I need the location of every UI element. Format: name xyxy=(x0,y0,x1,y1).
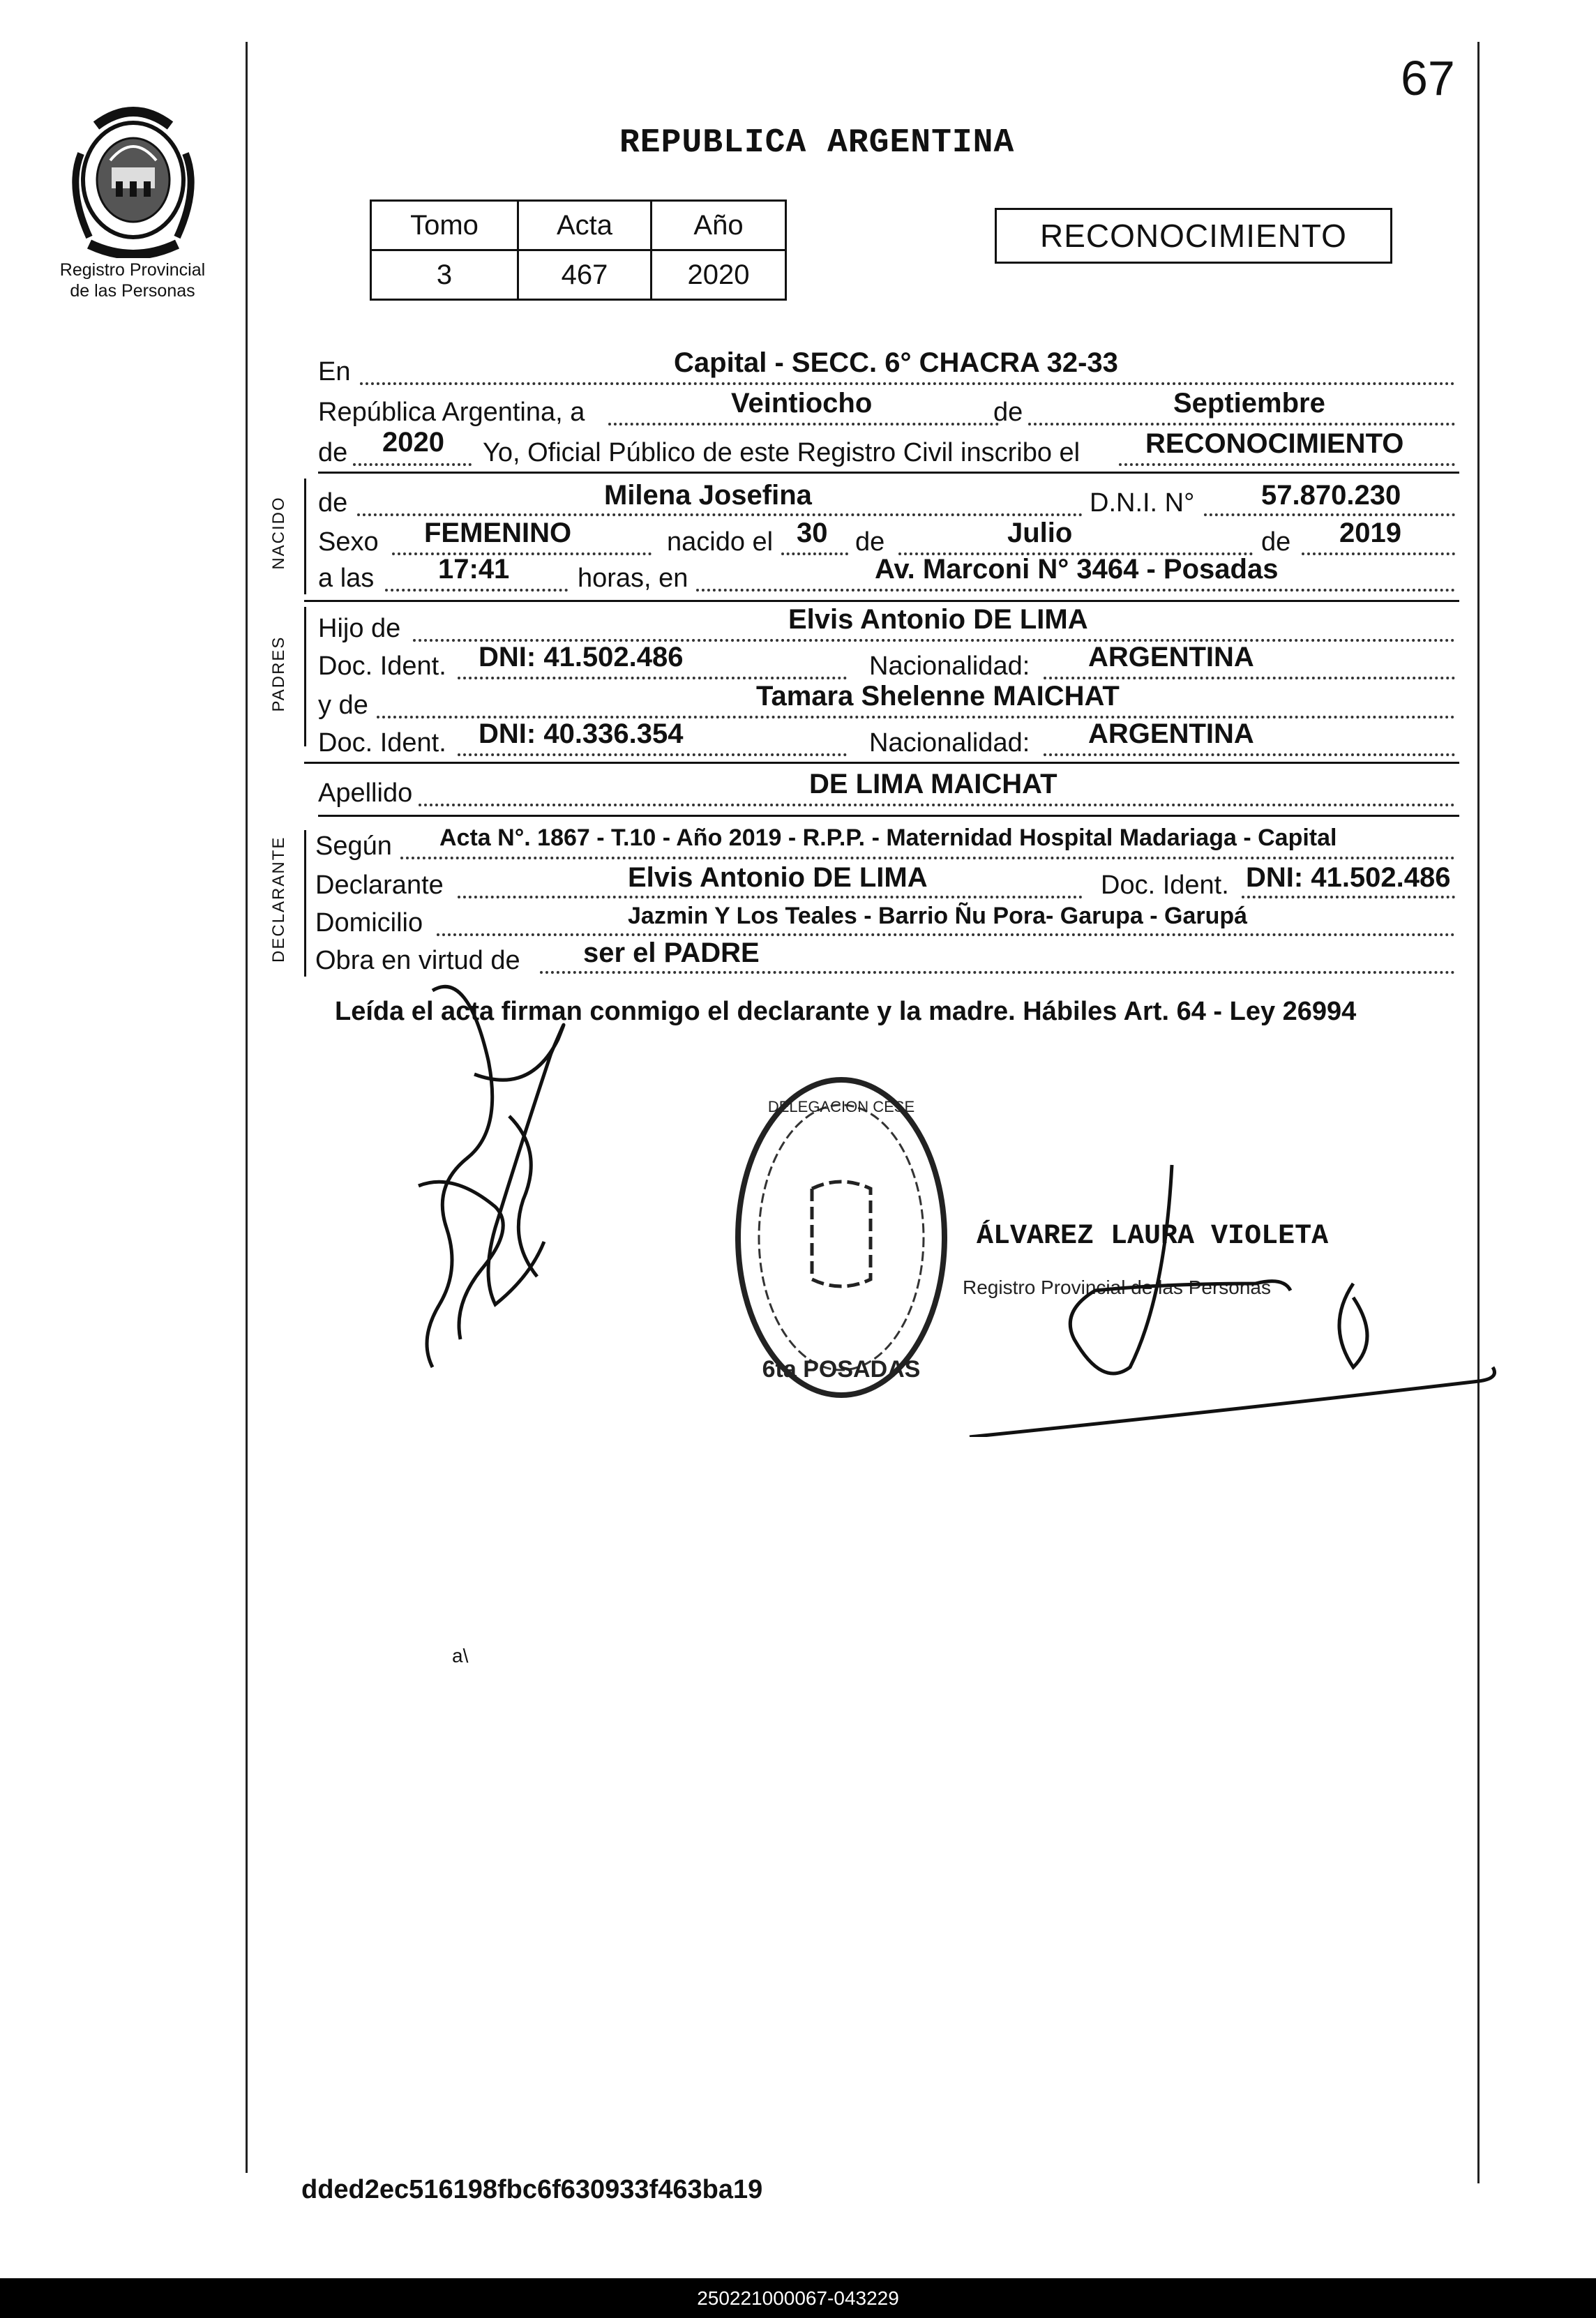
closing-statement: Leída el acta firman conmigo el declarante y la madre. Hábiles Art. 64 - Ley 26994 xyxy=(335,997,1357,1026)
dotted-line xyxy=(437,933,1455,936)
section-bracket xyxy=(304,607,306,746)
sexo-label: Sexo xyxy=(318,527,379,557)
section-bracket xyxy=(304,830,306,977)
dotted-line xyxy=(1242,896,1455,898)
dotted-line xyxy=(419,804,1455,806)
section-divider xyxy=(304,600,1459,602)
birth-place: Av. Marconi N° 3464 - Posadas xyxy=(875,554,1279,585)
provincia-de-misiones-emblem-icon xyxy=(61,98,205,258)
officer-name-stamp: ÁLVAREZ LAURA VIOLETA xyxy=(977,1221,1329,1252)
day-value: Veintiocho xyxy=(731,388,873,419)
dotted-line xyxy=(1028,423,1455,426)
registry-name-line2: de las Personas xyxy=(70,281,195,301)
child-name: Milena Josefina xyxy=(604,480,812,511)
registry-name-line1: Registro Provincial xyxy=(59,260,206,280)
obra-label: Obra en virtud de xyxy=(315,946,520,975)
horas-label: horas, en xyxy=(578,564,688,593)
dotted-line xyxy=(781,552,848,555)
father-name: Elvis Antonio DE LIMA xyxy=(788,604,1088,635)
segun-label: Según xyxy=(315,831,392,861)
dotted-line xyxy=(353,463,472,466)
header-acta: Acta xyxy=(518,201,652,250)
en-value: Capital - SECC. 6° CHACRA 32-33 xyxy=(674,347,1118,378)
small-mark: a\ xyxy=(452,1645,469,1666)
padres-section-label: PADRES xyxy=(269,635,288,712)
value-acta: 467 xyxy=(518,250,652,300)
birth-day: 30 xyxy=(797,518,828,548)
dotted-line xyxy=(392,552,652,555)
sexo-value: FEMENINO xyxy=(424,518,572,548)
statement-text: Yo, Oficial Público de este Registro Civil inscribo el xyxy=(483,438,1081,467)
dotted-line xyxy=(458,677,847,679)
domicilio-value: Jazmin Y Los Teales - Barrio Ñu Pora- Garupa - Garupá xyxy=(628,903,1248,929)
birth-year: 2019 xyxy=(1339,518,1401,548)
dotted-line xyxy=(360,382,1455,385)
value-ano: 2020 xyxy=(652,250,786,300)
header-tomo: Tomo xyxy=(371,201,518,250)
svg-text:6ta POSADAS: 6ta POSADAS xyxy=(762,1356,921,1383)
republica-label: República Argentina, a xyxy=(318,398,585,427)
footer-code: 250221000067-043229 xyxy=(0,2278,1596,2318)
nacido-section-label: NACIDO xyxy=(269,496,288,570)
page-title: REPUBLICA ARGENTINA xyxy=(619,124,1015,162)
apellido-label: Apellido xyxy=(318,778,413,808)
section-divider xyxy=(318,815,1459,817)
de-label: de xyxy=(993,398,1023,427)
en-label: En xyxy=(318,357,351,386)
declarante-section-label: DECLARANTE xyxy=(269,836,288,963)
declarante-doc: DNI: 41.502.486 xyxy=(1246,862,1451,893)
dotted-line xyxy=(1204,513,1455,516)
declarante-label: Declarante xyxy=(315,871,444,900)
father-doc: DNI: 41.502.486 xyxy=(479,642,684,672)
doc-ident-label: Doc. Ident. xyxy=(318,652,446,681)
officer-role-stamp: Registro Provincial de las Personas xyxy=(963,1277,1271,1298)
dotted-line xyxy=(357,513,1083,516)
mother-nationality: ARGENTINA xyxy=(1088,718,1254,749)
reference-table xyxy=(370,200,787,301)
act-value: RECONOCIMIENTO xyxy=(1145,428,1404,459)
value-tomo: 3 xyxy=(371,250,518,300)
dotted-line xyxy=(1119,463,1455,466)
dotted-line xyxy=(458,753,847,756)
section-bracket xyxy=(304,479,306,594)
dotted-line xyxy=(1044,677,1455,679)
de-label: de xyxy=(1261,527,1291,557)
nacionalidad-label: Nacionalidad: xyxy=(869,652,1030,681)
svg-text:DELEGACION CESE: DELEGACION CESE xyxy=(767,1098,915,1115)
year-value: 2020 xyxy=(382,427,444,458)
de2-label: de xyxy=(318,438,348,467)
obra-value: ser el PADRE xyxy=(583,938,760,968)
apellido-value: DE LIMA MAICHAT xyxy=(809,769,1057,799)
declarante-name: Elvis Antonio DE LIMA xyxy=(628,862,928,893)
dotted-line xyxy=(608,423,999,426)
birth-time: 17:41 xyxy=(438,554,510,585)
segun-value: Acta N°. 1867 - T.10 - Año 2019 - R.P.P. - Maternidad Hospital Madariaga - Capital xyxy=(439,825,1337,851)
left-margin-line xyxy=(246,42,248,2173)
domicilio-label: Domicilio xyxy=(315,908,423,938)
nacido-el-label: nacido el xyxy=(667,527,774,557)
father-nationality: ARGENTINA xyxy=(1088,642,1254,672)
header-ano: Año xyxy=(652,201,786,250)
child-dni: 57.870.230 xyxy=(1261,480,1401,511)
dni-label: D.N.I. N° xyxy=(1090,488,1195,518)
right-margin-line xyxy=(1477,42,1480,2183)
document-type-box: RECONOCIMIENTO xyxy=(995,208,1392,264)
hijo-de-label: Hijo de xyxy=(318,614,401,643)
dotted-line xyxy=(458,896,1083,898)
nacionalidad-label: Nacionalidad: xyxy=(869,728,1030,758)
de-label: de xyxy=(855,527,885,557)
alas-label: a las xyxy=(318,564,375,593)
doc-ident-label: Doc. Ident. xyxy=(1101,871,1229,900)
page-number: 67 xyxy=(1401,51,1455,105)
y-de-label: y de xyxy=(318,691,368,720)
birth-month: Julio xyxy=(1007,518,1073,548)
nacido-de-label: de xyxy=(318,488,348,518)
dotted-line xyxy=(1302,552,1455,555)
signature-officer xyxy=(963,1158,1507,1437)
dotted-line xyxy=(540,971,1455,974)
doc-ident-label: Doc. Ident. xyxy=(318,728,446,758)
registry-name xyxy=(28,259,237,301)
mother-name: Tamara Shelenne MAICHAT xyxy=(756,681,1120,712)
document-hash: dded2ec516198fbc6f630933f463ba19 xyxy=(301,2175,763,2204)
mother-doc: DNI: 40.336.354 xyxy=(479,718,684,749)
month-value: Septiembre xyxy=(1173,388,1325,419)
dotted-line xyxy=(400,857,1455,859)
section-divider xyxy=(304,762,1459,764)
dotted-line xyxy=(385,589,568,592)
section-divider xyxy=(318,472,1459,474)
signature-declarante xyxy=(391,977,600,1381)
dotted-line xyxy=(1044,753,1455,756)
dotted-line xyxy=(696,589,1455,592)
official-seal-stamp xyxy=(730,1070,953,1405)
